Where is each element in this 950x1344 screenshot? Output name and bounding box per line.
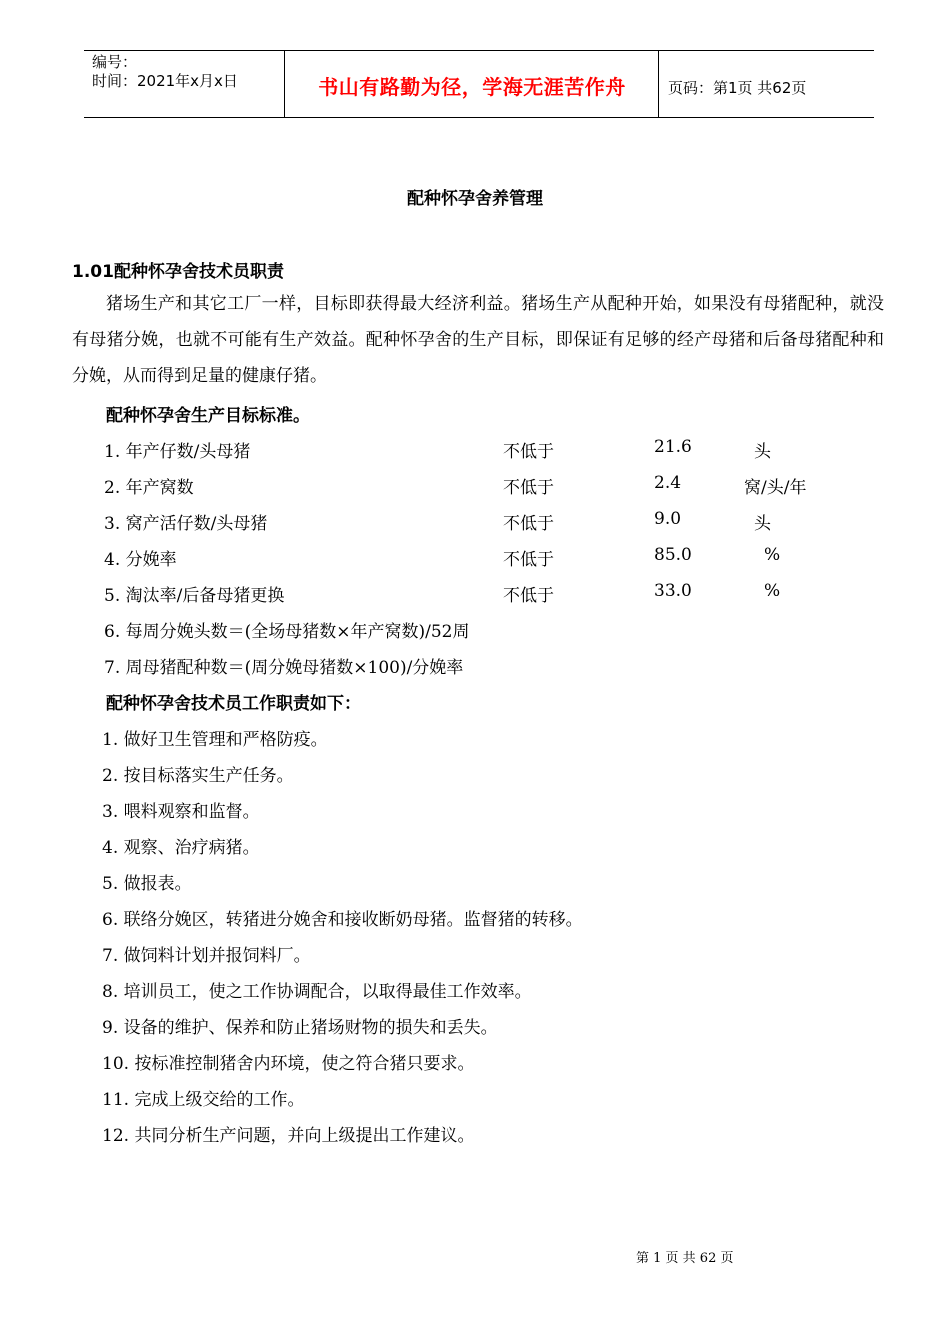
header-number: 编号： — [92, 53, 138, 71]
target-value: 21.6 — [654, 437, 692, 457]
targets-heading: 配种怀孕舍生产目标标准。 — [106, 406, 310, 426]
list-item: 2. 按目标落实生产任务。 — [102, 766, 294, 786]
target-condition: 不低于 — [503, 514, 554, 534]
page-header — [84, 50, 874, 118]
list-item: 6. 联络分娩区，转猪进分娩舍和接收断奶母猪。监督猪的转移。 — [102, 910, 583, 930]
section-heading: 1.01配种怀孕舍技术员职责 — [72, 262, 284, 282]
list-item: 11. 完成上级交给的工作。 — [102, 1090, 305, 1110]
header-divider — [658, 51, 659, 117]
target-condition: 不低于 — [503, 586, 554, 606]
target-condition: 不低于 — [503, 550, 554, 570]
target-label: 5. 淘汰率/后备母猪更换 — [104, 586, 285, 606]
target-unit: % — [764, 581, 781, 601]
header-motto: 书山有路勤为径，学海无涯苦作舟 — [318, 75, 626, 99]
target-value: 85.0 — [654, 545, 692, 565]
list-item: 4. 观察、治疗病猪。 — [102, 838, 260, 858]
target-value: 33.0 — [654, 581, 692, 601]
target-label: 4. 分娩率 — [104, 550, 177, 570]
list-item: 3. 喂料观察和监督。 — [102, 802, 260, 822]
target-unit: 头 — [754, 514, 771, 534]
document-title: 配种怀孕舍养管理 — [407, 189, 543, 209]
intro-paragraph: 猪场生产和其它工厂一样，目标即获得最大经济利益。猪场生产从配种开始，如果没有母猪配种，就没有母猪分娩，也就不可能有生产效益。配种怀孕舍的生产目标，即保证有足够的经产母猪和后备母猪配种和分娩，从而得到足量的健康仔猪。 — [72, 294, 884, 386]
target-value: 9.0 — [654, 509, 682, 529]
target-label: 3. 窝产活仔数/头母猪 — [104, 514, 268, 534]
list-item: 5. 做报表。 — [102, 874, 192, 894]
list-item: 12. 共同分析生产问题，并向上级提出工作建议。 — [102, 1126, 475, 1146]
formula-weekly-farrowing: 6. 每周分娩头数＝(全场母猪数×年产窝数)/52周 — [104, 622, 470, 642]
duties-heading: 配种怀孕舍技术员工作职责如下： — [106, 694, 361, 714]
list-item: 1. 做好卫生管理和严格防疫。 — [102, 730, 328, 750]
header-meta — [92, 53, 238, 91]
target-unit: % — [764, 545, 781, 565]
header-page-info: 页码：第1页 共62页 — [668, 79, 807, 97]
header-divider — [284, 51, 285, 117]
target-value: 2.4 — [654, 473, 682, 493]
target-condition: 不低于 — [503, 478, 554, 498]
target-unit: 头 — [754, 442, 771, 462]
target-label: 2. 年产窝数 — [104, 478, 194, 498]
list-item: 7. 做饲料计划并报饲料厂。 — [102, 946, 311, 966]
list-item: 9. 设备的维护、保养和防止猪场财物的损失和丢失。 — [102, 1018, 498, 1038]
list-item: 10. 按标准控制猪舍内环境，使之符合猪只要求。 — [102, 1054, 475, 1074]
target-label: 1. 年产仔数/头母猪 — [104, 442, 251, 462]
formula-weekly-mating: 7. 周母猪配种数＝(周分娩母猪数×100)/分娩率 — [104, 658, 464, 678]
target-unit: 窝/头/年 — [744, 478, 807, 498]
header-date: 时间：2021年x月x日 — [92, 72, 238, 90]
page-footer: 第 1 页 共 62 页 — [636, 1251, 734, 1266]
target-condition: 不低于 — [503, 442, 554, 462]
list-item: 8. 培训员工，使之工作协调配合，以取得最佳工作效率。 — [102, 982, 532, 1002]
